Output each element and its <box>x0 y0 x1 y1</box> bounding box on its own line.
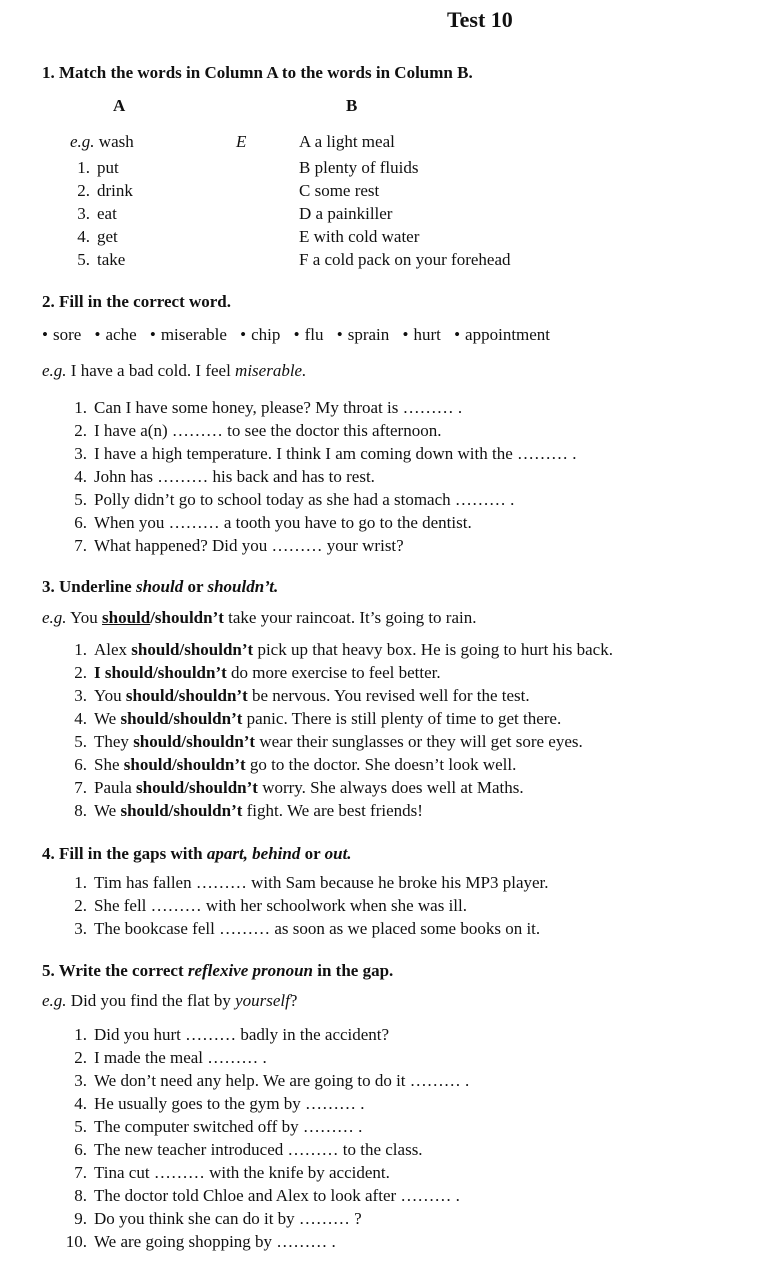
list-item: 3. We don’t need any help. We are going to do it ……… . <box>57 1072 469 1089</box>
item-number: 3. <box>74 919 87 938</box>
list-item: 3. The bookcase fell ……… as soon as we placed some books on it. <box>57 920 540 937</box>
item-text: with cold water <box>313 227 420 246</box>
item-number: 2. <box>74 421 87 440</box>
item-number: 1. <box>74 398 87 417</box>
item-number: 2. <box>77 181 90 200</box>
list-item <box>57 445 577 462</box>
item-text: get <box>97 227 118 246</box>
item-number: 2. <box>74 1048 87 1067</box>
example-text: I have a bad cold. I feel <box>70 361 231 380</box>
list-item: 6. The new teacher introduced ……… to the class. <box>57 1141 423 1158</box>
example-answer: E <box>236 132 247 151</box>
item-number: 2. <box>74 663 87 682</box>
list-item: 9. Do you think she can do it by ……… ? <box>57 1210 362 1227</box>
item-text: Can I have some honey, please? My throat is ……… . <box>94 398 463 417</box>
item-number: 2. <box>74 896 87 915</box>
column-b-header: B <box>346 96 358 115</box>
section-3-example: e.g. You should/shouldn’t take your raincoat. It’s going to rain. <box>42 608 477 627</box>
item-text: I have a(n) ……… to see the doctor this afternoon. <box>94 421 442 440</box>
section-5-example: e.g. Did you find the flat by yourself? <box>42 991 298 1010</box>
list-item: 1. Alex should/shouldn’t pick up that heavy box. He is going to hurt his back. <box>57 641 613 658</box>
column-a-header: A <box>113 96 126 115</box>
item-number: 4. <box>77 227 90 246</box>
item-number: 6. <box>74 1140 87 1159</box>
column-b-item <box>299 182 379 199</box>
example-answer: yourself <box>235 991 290 1010</box>
item-letter: B <box>299 158 311 177</box>
list-item: 7. Paula should/shouldn’t worry. She always does well at Maths. <box>57 779 524 796</box>
item-number: 6. <box>74 755 87 774</box>
word-bank-item: • sore <box>42 325 82 344</box>
item-text: When you ……… a tooth you have to go to the dentist. <box>94 513 472 532</box>
item-number: 1. <box>74 640 87 659</box>
item-number: 7. <box>74 778 87 797</box>
list-item <box>57 491 514 508</box>
item-text: I have a high temperature. I think I am coming down with the ……… . <box>94 444 577 463</box>
item-number: 10. <box>65 1232 87 1251</box>
item-number: 8. <box>74 1186 87 1205</box>
item-text: drink <box>97 181 133 200</box>
item-number: 5. <box>74 490 87 509</box>
column-a-item <box>67 182 133 199</box>
item-text: some rest <box>314 181 380 200</box>
example-label: e.g. <box>70 132 95 151</box>
list-item: 2. She fell ……… with her schoolwork when she was ill. <box>57 897 467 914</box>
list-item: 8. The doctor told Chloe and Alex to look after ……… . <box>57 1187 460 1204</box>
column-a-item <box>67 159 119 176</box>
column-b-item <box>299 133 395 150</box>
example-word: wash <box>98 132 134 151</box>
item-number: 1. <box>77 158 90 177</box>
item-number: 1. <box>74 873 87 892</box>
item-number: 1. <box>74 1025 87 1044</box>
section-3-heading: 3. Underline should or shouldn’t. <box>42 577 279 596</box>
example-answer: miserable. <box>235 361 307 380</box>
section-1-example <box>70 133 134 150</box>
item-number: 5. <box>77 250 90 269</box>
list-item: 4. We should/shouldn’t panic. There is still plenty of time to get there. <box>57 710 561 727</box>
list-item <box>57 422 441 439</box>
list-item: 3. You should/shouldn’t be nervous. You revised well for the test. <box>57 687 530 704</box>
item-number: 4. <box>74 709 87 728</box>
list-item: 2. I should/shouldn’t do more exercise to feel better. <box>57 664 441 681</box>
section-4-heading: 4. Fill in the gaps with apart, behind or out. <box>42 844 352 863</box>
section-5-heading: 5. Write the correct reflexive pronoun in the gap. <box>42 961 394 980</box>
section-1-heading: 1. Match the words in Column A to the words in Column B. <box>42 63 473 82</box>
column-b-item <box>299 159 418 176</box>
item-number: 7. <box>74 536 87 555</box>
item-number: 4. <box>74 1094 87 1113</box>
item-text: John has ……… his back and has to rest. <box>94 467 375 486</box>
item-text: a cold pack on your forehead <box>312 250 511 269</box>
item-number: 3. <box>74 686 87 705</box>
item-text: eat <box>97 204 117 223</box>
item-number: 3. <box>77 204 90 223</box>
item-letter: D <box>299 204 312 223</box>
item-number: 3. <box>74 444 87 463</box>
item-number: 7. <box>74 1163 87 1182</box>
item-number: 3. <box>74 1071 87 1090</box>
word-bank-item: • chip <box>240 325 281 344</box>
item-number: 4. <box>74 467 87 486</box>
item-text: take <box>97 250 126 269</box>
list-item: 10. We are going shopping by ……… . <box>57 1233 336 1250</box>
list-item: 1. Tim has fallen ……… with Sam because he broke his MP3 player. <box>57 874 549 891</box>
word-bank-item: • hurt <box>402 325 441 344</box>
item-letter: C <box>299 181 311 200</box>
list-item: 1. Did you hurt ……… badly in the accident? <box>57 1026 389 1043</box>
list-item: 5. The computer switched off by ……… . <box>57 1118 362 1135</box>
item-letter: F <box>299 250 309 269</box>
item-text: What happened? Did you ……… your wrist? <box>94 536 404 555</box>
item-number: 5. <box>74 1117 87 1136</box>
column-b-item <box>299 228 419 245</box>
word-bank-item: • sprain <box>336 325 390 344</box>
list-item: 5. They should/shouldn’t wear their sunglasses or they will get sore eyes. <box>57 733 583 750</box>
column-b-item <box>299 251 511 268</box>
word-bank-item: • flu <box>293 325 324 344</box>
example-answer: should <box>102 608 151 627</box>
section-2-heading: 2. Fill in the correct word. <box>42 292 232 311</box>
list-item: 7. Tina cut ……… with the knife by accident. <box>57 1164 390 1181</box>
column-b-item <box>299 205 392 222</box>
item-letter: A <box>299 132 311 151</box>
list-item <box>57 537 404 554</box>
example-label: e.g. <box>42 608 67 627</box>
list-item <box>57 399 462 416</box>
column-a-item <box>67 205 117 222</box>
list-item: 8. We should/shouldn’t fight. We are best friends! <box>57 802 423 819</box>
section-2-example <box>42 362 306 379</box>
word-bank-item: • ache <box>94 325 137 344</box>
list-item <box>57 514 472 531</box>
page-title: Test 10 <box>447 7 513 32</box>
item-text: plenty of fluids <box>314 158 419 177</box>
item-number: 9. <box>74 1209 87 1228</box>
column-a-item <box>67 228 118 245</box>
word-bank-item: • miserable <box>149 325 227 344</box>
list-item: 4. He usually goes to the gym by ……… . <box>57 1095 365 1112</box>
example-label: e.g. <box>42 361 67 380</box>
item-text: a light meal <box>314 132 395 151</box>
item-number: 6. <box>74 513 87 532</box>
list-item: 2. I made the meal ……… . <box>57 1049 267 1066</box>
word-bank-item: • appointment <box>454 325 551 344</box>
example-label: e.g. <box>42 991 67 1010</box>
item-number: 5. <box>74 732 87 751</box>
item-text: put <box>97 158 119 177</box>
item-letter: E <box>299 227 310 246</box>
column-a-item <box>67 251 125 268</box>
item-text: a painkiller <box>315 204 393 223</box>
item-number: 8. <box>74 801 87 820</box>
word-bank <box>42 326 559 343</box>
list-item: 6. She should/shouldn’t go to the doctor. She doesn’t look well. <box>57 756 516 773</box>
list-item <box>57 468 375 485</box>
item-text: Polly didn’t go to school today as she had a stomach ……… . <box>94 490 515 509</box>
